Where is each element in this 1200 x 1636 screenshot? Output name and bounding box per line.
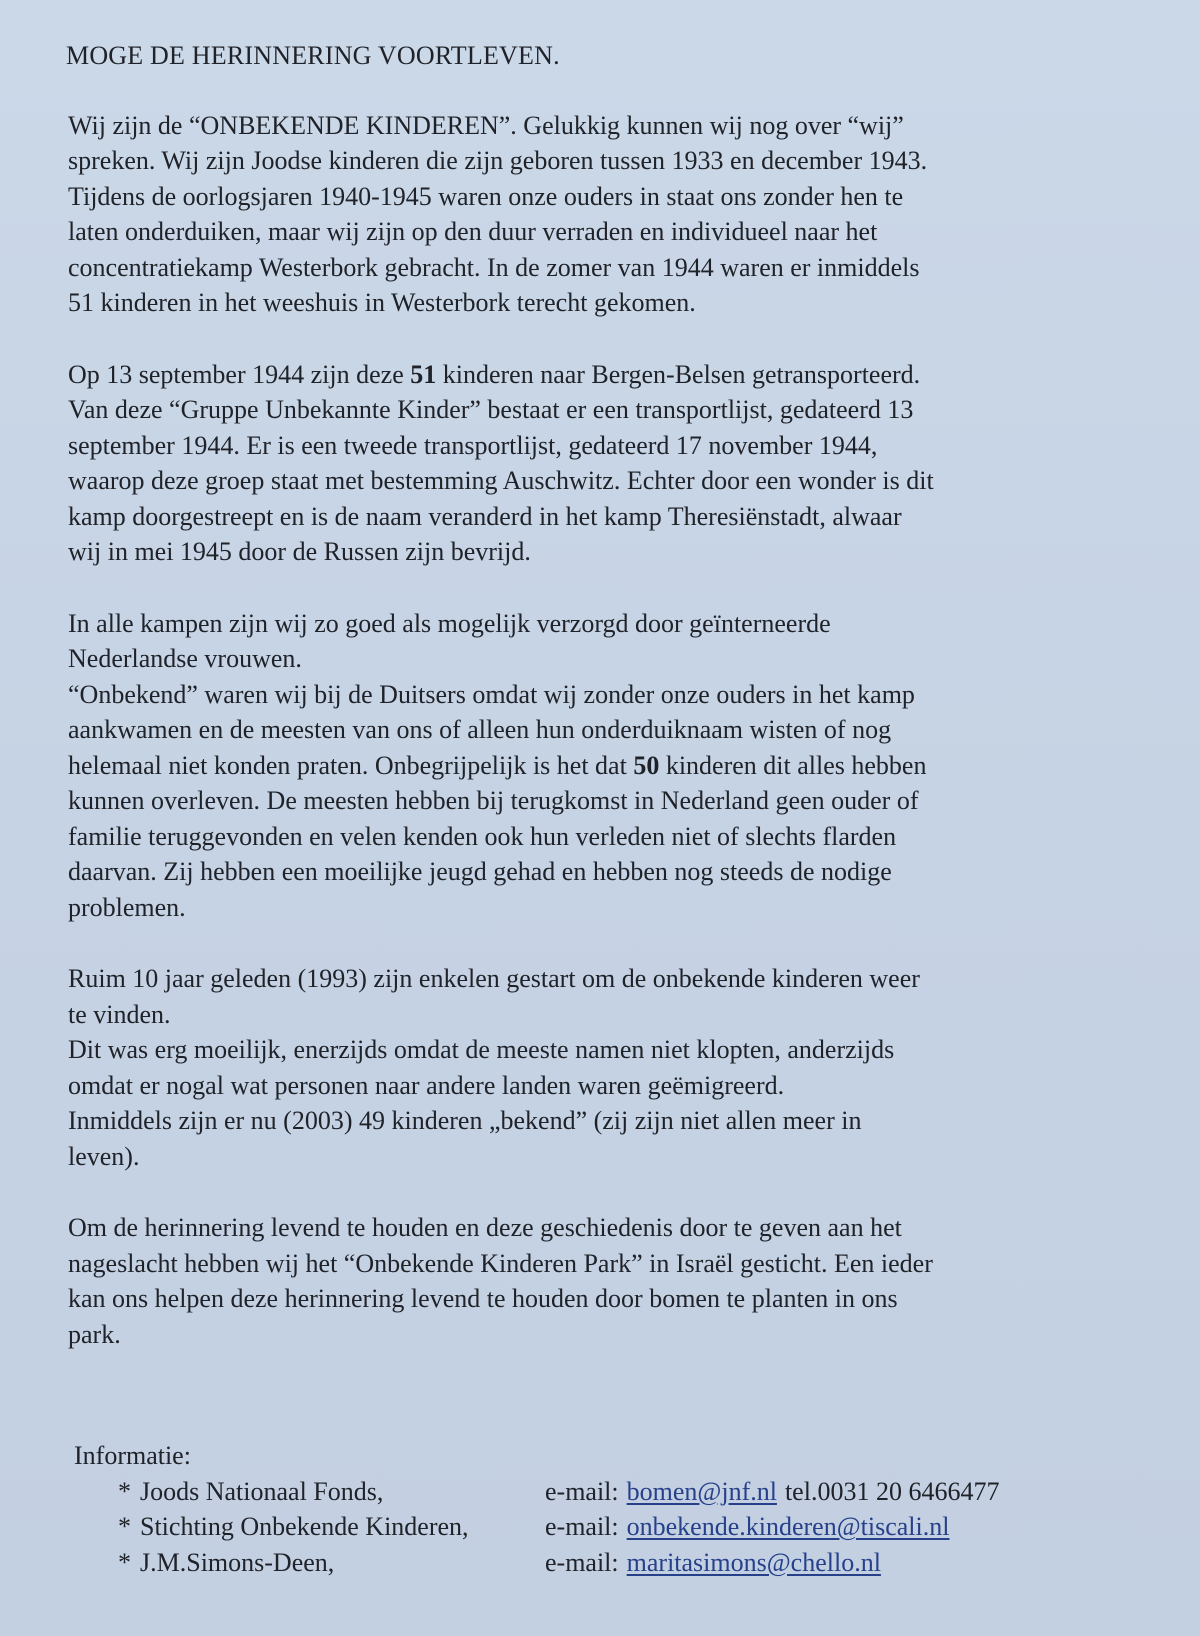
text-line: waarop deze groep staat met bestemming Auschwitz. Echter door een wonder is dit [68, 466, 934, 495]
contact-item [118, 1474, 1120, 1510]
text-line: 51 kinderen in het weeshuis in Westerbork terecht gekomen. [68, 288, 696, 317]
text-line: Dit was erg moeilijk, enerzijds omdat de meeste namen niet klopten, anderzijds [68, 1035, 895, 1064]
text-line: Inmiddels zijn er nu (2003) 49 kinderen „bekend” (zij zijn niet allen meer in [68, 1106, 862, 1135]
document-heading: MOGE DE HERINNERING VOORTLEVEN. [66, 41, 560, 70]
paragraph-5 [68, 1210, 1120, 1352]
info-title: Informatie: [74, 1441, 191, 1470]
text-line: In alle kampen zijn wij zo goed als mogelijk verzorgd door geïnterneerde [68, 608, 831, 638]
email-label: e-mail: [545, 1476, 619, 1506]
text-segment: helemaal niet konden praten. Onbegrijpelijk is het dat [68, 750, 634, 780]
text-line: aankwamen en de meesten van ons of alleen hun onderduiknaam wisten of nog [68, 715, 892, 744]
text-line: september 1944. Er is een tweede transportlijst, gedateerd 17 november 1944, [68, 430, 878, 460]
text-line: Om de herinnering levend te houden en deze geschiedenis door te geven aan het [68, 1213, 902, 1242]
bold-number: 50 [633, 750, 660, 780]
text-line: Nederlandse vrouwen. [68, 644, 302, 673]
contact-org: Joods Nationaal Fonds, [140, 1476, 384, 1506]
text-line: wij in mei 1945 door de Russen zijn bevrijd. [68, 537, 531, 566]
text-line: problemen. [68, 892, 186, 922]
text-line [68, 748, 1120, 784]
email-label: e-mail: [545, 1512, 619, 1541]
email-link[interactable]: maritasimons@chello.nl [626, 1547, 881, 1577]
text-line: Van deze “Gruppe Unbekannte Kinder” bestaat er een transportlijst, gedateerd 13 [68, 395, 914, 424]
contact-tel: tel.0031 20 6466477 [784, 1476, 1000, 1506]
text-segment: Op 13 september 1944 zijn deze [68, 359, 411, 389]
text-line: Tijdens de oorlogsjaren 1940-1945 waren onze ouders in staat ons zonder hen te [68, 181, 904, 211]
email-link[interactable]: onbekende.kinderen@tiscali.nl [626, 1512, 950, 1541]
contact-org: J.M.Simons-Deen, [140, 1547, 335, 1577]
bold-number: 51 [410, 359, 437, 389]
text-line: park. [68, 1319, 121, 1349]
text-line: leven). [68, 1141, 140, 1171]
email-link[interactable]: bomen@jnf.nl [626, 1476, 777, 1506]
contact-item [118, 1509, 1120, 1545]
text-line: Wij zijn de “ONBEKENDE KINDEREN”. Gelukkig kunnen wij nog over “wij” [68, 110, 904, 140]
email-label: e-mail: [545, 1547, 619, 1577]
paragraph-1 [68, 108, 1120, 321]
text-line [68, 357, 1120, 393]
bullet-star: * [118, 1547, 131, 1577]
contact-list [118, 1474, 1120, 1581]
text-line: daarvan. Zij hebben een moeilijke jeugd gehad en hebben nog steeds de nodige [68, 857, 892, 886]
contact-item [118, 1545, 1120, 1581]
text-line: nageslacht hebben wij het “Onbekende Kinderen Park” in Israël gesticht. Een ieder [68, 1248, 933, 1278]
text-line: kan ons helpen deze herinnering levend te houden door bomen te planten in ons [68, 1284, 898, 1313]
paragraph-3 [68, 606, 1120, 926]
text-line: spreken. Wij zijn Joodse kinderen die zijn geboren tussen 1933 en december 1943. [68, 146, 928, 175]
text-line: kamp doorgestreept en is de naam veranderd in het kamp Theresiënstadt, alwaar [68, 501, 902, 531]
text-line: omdat er nogal wat personen naar andere landen waren geëmigreerd. [68, 1070, 785, 1100]
text-line: familie teruggevonden en velen kenden ook hun verleden niet of slechts flarden [68, 821, 897, 851]
bullet-star: * [118, 1512, 131, 1541]
text-segment: kinderen naar Bergen-Belsen getransporteerd. [436, 359, 921, 389]
text-line: laten onderduiken, maar wij zijn op den duur verraden en individueel naar het [68, 217, 878, 246]
text-line: kunnen overleven. De meesten hebben bij terugkomst in Nederland geen ouder of [68, 786, 919, 815]
text-line: “Onbekend” waren wij bij de Duitsers omdat wij zonder onze ouders in het kamp [68, 679, 915, 709]
text-segment: kinderen dit alles hebben [659, 750, 927, 780]
paragraph-2 [68, 357, 1120, 570]
paragraph-4 [68, 961, 1120, 1174]
text-line: te vinden. [68, 999, 171, 1029]
text-line: Ruim 10 jaar geleden (1993) zijn enkelen gestart om de onbekende kinderen weer [68, 964, 920, 993]
bullet-star: * [118, 1476, 131, 1506]
text-line: concentratiekamp Westerbork gebracht. In de zomer van 1944 waren er inmiddels [68, 252, 920, 282]
contact-org: Stichting Onbekende Kinderen, [140, 1512, 469, 1541]
